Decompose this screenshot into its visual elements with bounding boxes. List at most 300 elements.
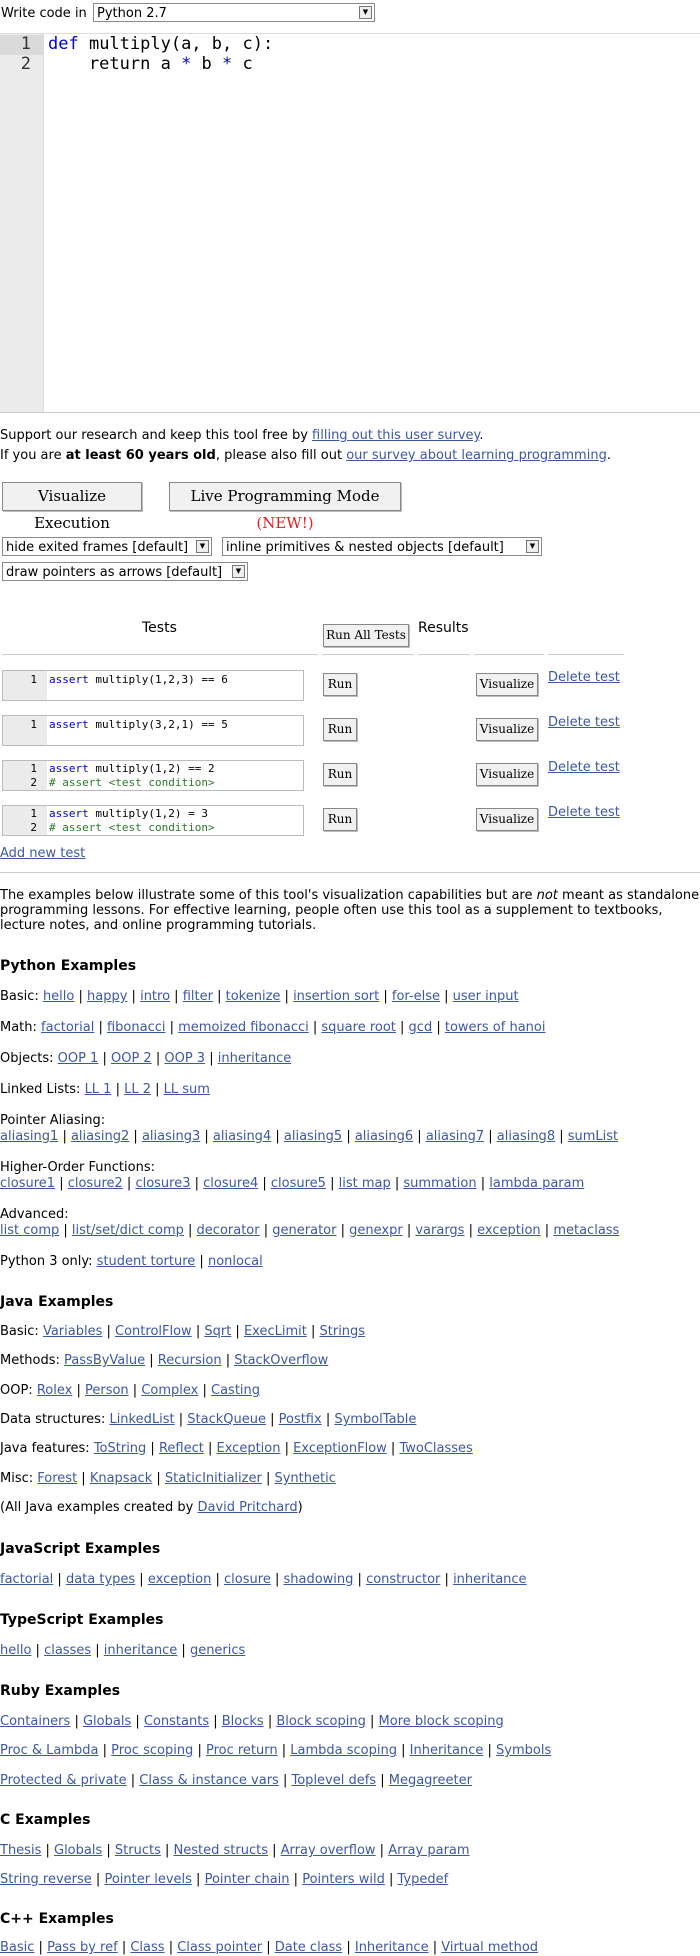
test-editor[interactable] xyxy=(2,715,304,746)
chevron-down-icon: ▼ xyxy=(232,565,245,578)
link-separator: | xyxy=(376,1773,389,1788)
keyword-assert: assert xyxy=(49,762,89,775)
example-link[interactable]: user input xyxy=(452,989,519,1004)
test-comment-line: # assert <test condition> xyxy=(49,776,215,789)
java-features-links xyxy=(94,1441,473,1456)
example-link[interactable]: Variables xyxy=(42,1324,103,1339)
example-link[interactable]: inheritance xyxy=(453,1572,527,1587)
example-link[interactable]: StackOverflow xyxy=(234,1353,329,1368)
divider xyxy=(474,654,544,655)
python-math-row xyxy=(0,1020,545,1035)
link-separator: | xyxy=(484,1129,497,1144)
typescript-links xyxy=(0,1643,245,1658)
visualize-execution-button[interactable] xyxy=(2,482,142,532)
example-link[interactable]: inheritance xyxy=(103,1643,178,1658)
tests-header: Tests xyxy=(142,620,177,636)
example-link[interactable]: Date class xyxy=(274,1940,343,1955)
support-text: , please also fill out xyxy=(215,448,347,463)
test-editor[interactable] xyxy=(2,805,304,836)
example-link[interactable]: aliasing8 xyxy=(496,1129,556,1144)
ruby-examples-title: Ruby Examples xyxy=(0,1683,121,1699)
example-link[interactable]: for-else xyxy=(391,989,441,1004)
link-separator: | xyxy=(270,1572,284,1587)
live-programming-button[interactable] xyxy=(169,482,401,532)
intro-emphasis: not xyxy=(536,888,558,903)
example-link[interactable]: factorial xyxy=(41,1020,95,1035)
java-misc-row xyxy=(0,1471,336,1486)
example-link[interactable]: Virtual method xyxy=(441,1940,539,1955)
example-link[interactable]: Lambda scoping xyxy=(290,1743,397,1758)
link-separator: | xyxy=(74,989,88,1004)
example-link[interactable]: aliasing6 xyxy=(354,1129,414,1144)
example-link[interactable]: tokenize xyxy=(225,989,281,1004)
example-link[interactable]: Thesis xyxy=(0,1843,42,1858)
example-link[interactable]: Protected & private xyxy=(0,1773,127,1788)
line-number: 1 xyxy=(30,807,37,820)
code-line-1 xyxy=(48,34,273,54)
line-number: 2 xyxy=(30,821,37,834)
example-link[interactable]: Proc & Lambda xyxy=(0,1743,99,1758)
example-link[interactable]: ExceptionFlow xyxy=(293,1441,387,1456)
code-line-2 xyxy=(48,54,253,74)
editor-gutter xyxy=(0,34,44,412)
link-separator: | xyxy=(440,1572,454,1587)
ruby-links xyxy=(0,1773,472,1788)
user-survey-link[interactable]: filling out this user survey xyxy=(312,428,480,443)
example-link[interactable]: StackQueue xyxy=(187,1412,266,1427)
example-link[interactable]: filter xyxy=(182,989,213,1004)
c-links xyxy=(0,1843,470,1858)
code-text: multiply(a, b, c): xyxy=(78,34,274,54)
example-link[interactable]: Block scoping xyxy=(276,1714,366,1729)
example-link[interactable]: memoized fibonacci xyxy=(178,1020,309,1035)
python-basic-row xyxy=(0,989,519,1004)
line-number: 2 xyxy=(20,54,31,74)
example-link[interactable]: Containers xyxy=(0,1714,71,1729)
example-link[interactable]: OOP 1 xyxy=(57,1051,99,1066)
link-separator: | xyxy=(265,1412,279,1427)
pointers-select[interactable] xyxy=(2,562,248,581)
add-new-test-link[interactable]: Add new test xyxy=(0,846,86,861)
python-objects-row xyxy=(0,1051,291,1066)
example-link[interactable]: aliasing4 xyxy=(212,1129,272,1144)
example-link[interactable]: metaclass xyxy=(553,1223,620,1238)
link-separator: | xyxy=(31,1643,45,1658)
example-link[interactable]: closure1 xyxy=(0,1176,56,1191)
link-separator: | xyxy=(397,1743,410,1758)
example-link[interactable]: Rolex xyxy=(36,1383,73,1398)
link-separator: | xyxy=(126,1773,140,1788)
example-link[interactable]: ControlFlow xyxy=(115,1324,192,1339)
java-features-row xyxy=(0,1441,473,1456)
divider xyxy=(322,654,414,655)
ruby-links xyxy=(0,1743,551,1758)
divider xyxy=(2,654,318,655)
link-separator: | xyxy=(353,1572,367,1587)
example-link[interactable]: exception xyxy=(477,1223,541,1238)
example-link[interactable]: aliasing5 xyxy=(283,1129,343,1144)
visualize-test-button[interactable] xyxy=(476,673,538,696)
example-link[interactable]: square root xyxy=(321,1020,396,1035)
line-number: 1 xyxy=(30,673,37,686)
example-link[interactable]: Globals xyxy=(82,1714,132,1729)
run-all-tests-button[interactable] xyxy=(323,624,409,647)
example-link[interactable]: Nested structs xyxy=(173,1843,268,1858)
example-link[interactable]: Structs xyxy=(114,1843,161,1858)
example-link[interactable]: LL sum xyxy=(163,1082,210,1097)
link-separator: | xyxy=(384,1872,398,1887)
link-separator: | xyxy=(259,1223,273,1238)
example-link[interactable]: Blocks xyxy=(221,1714,264,1729)
example-link[interactable]: OOP 3 xyxy=(164,1051,206,1066)
example-link[interactable]: hello xyxy=(0,1643,32,1658)
example-link[interactable]: towers of hanoi xyxy=(444,1020,546,1035)
example-link[interactable]: generics xyxy=(189,1643,246,1658)
support-text: Support our research and keep this tool free by xyxy=(0,428,313,443)
link-separator: | xyxy=(191,1324,205,1339)
example-link[interactable]: aliasing7 xyxy=(425,1129,485,1144)
example-link[interactable]: Toplevel defs xyxy=(291,1773,377,1788)
example-link[interactable]: aliasing2 xyxy=(70,1129,130,1144)
example-link[interactable]: Forest xyxy=(37,1471,78,1486)
link-separator: | xyxy=(336,1223,350,1238)
visualize-label: Visualize xyxy=(479,812,535,826)
example-link[interactable]: Exception xyxy=(216,1441,281,1456)
link-separator: | xyxy=(102,1324,116,1339)
example-link[interactable]: Synthetic xyxy=(274,1471,336,1486)
row-label: Basic: xyxy=(0,1324,43,1339)
delete-test-link[interactable]: Delete test xyxy=(548,760,620,775)
example-link[interactable]: Globals xyxy=(54,1843,103,1858)
link-separator: | xyxy=(191,1872,205,1887)
example-link[interactable]: Pointer levels xyxy=(104,1872,192,1887)
example-link[interactable]: LL 1 xyxy=(84,1082,112,1097)
link-separator: | xyxy=(205,1051,218,1066)
example-link[interactable]: Sqrt xyxy=(204,1324,232,1339)
link-separator: | xyxy=(390,1176,404,1191)
code-text: return a xyxy=(48,54,182,74)
visualize-label: Visualize xyxy=(479,677,535,691)
support-line-2 xyxy=(0,448,611,463)
test-editor[interactable] xyxy=(2,670,304,701)
link-separator: | xyxy=(555,1129,568,1144)
example-link[interactable]: Casting xyxy=(211,1383,261,1398)
link-separator: | xyxy=(91,1872,105,1887)
example-link[interactable]: Array param xyxy=(388,1843,470,1858)
link-separator: | xyxy=(151,1082,164,1097)
example-link[interactable]: Basic xyxy=(0,1940,35,1955)
example-link[interactable]: genexpr xyxy=(349,1223,403,1238)
row-label: Java features: xyxy=(0,1441,94,1456)
link-separator: | xyxy=(200,1129,213,1144)
row-label: Linked Lists: xyxy=(0,1082,85,1097)
example-link[interactable]: factorial xyxy=(0,1572,54,1587)
operator: * xyxy=(181,54,192,74)
example-link[interactable]: Knapsack xyxy=(89,1471,153,1486)
example-link[interactable]: list/set/dict comp xyxy=(71,1223,184,1238)
example-link[interactable]: Symbols xyxy=(496,1743,552,1758)
example-link[interactable]: Typedef xyxy=(397,1872,449,1887)
example-link[interactable]: varargs xyxy=(415,1223,465,1238)
python-objects-links xyxy=(58,1051,292,1066)
test-code: multiply(1,2) = 3 xyxy=(88,807,208,820)
example-link[interactable]: Strings xyxy=(319,1324,366,1339)
link-separator: | xyxy=(193,1743,206,1758)
delete-test-link[interactable]: Delete test xyxy=(548,715,620,730)
example-link[interactable]: list map xyxy=(338,1176,391,1191)
support-bold-text: at least 60 years old xyxy=(65,448,216,463)
example-link[interactable]: Pointers wild xyxy=(302,1872,385,1887)
example-link[interactable]: Class xyxy=(130,1940,165,1955)
python-hof-label: Higher-Order Functions: xyxy=(0,1160,155,1175)
run-test-button[interactable] xyxy=(323,718,357,741)
run-test-button[interactable] xyxy=(323,673,357,696)
link-separator: | xyxy=(321,1412,335,1427)
link-separator: | xyxy=(211,1572,225,1587)
link-separator: | xyxy=(111,1082,125,1097)
divider xyxy=(548,654,624,655)
example-link[interactable]: Postfix xyxy=(278,1412,322,1427)
example-link[interactable]: More block scoping xyxy=(378,1714,504,1729)
example-link[interactable]: Class & instance vars xyxy=(139,1773,279,1788)
link-separator: | xyxy=(413,1129,426,1144)
example-link[interactable]: Complex xyxy=(141,1383,199,1398)
example-link[interactable]: Inheritance xyxy=(354,1940,429,1955)
example-link[interactable]: closure2 xyxy=(67,1176,123,1191)
example-link[interactable]: summation xyxy=(403,1176,477,1191)
row-label: Misc: xyxy=(0,1471,38,1486)
link-separator: | xyxy=(70,1714,83,1729)
javascript-examples-title: JavaScript Examples xyxy=(0,1541,161,1557)
ruby-links xyxy=(0,1714,504,1729)
test-code: multiply(3,2,1) == 5 xyxy=(88,718,228,731)
pointers-select-value: draw pointers as arrows [default] xyxy=(6,565,223,580)
visualize-test-button[interactable] xyxy=(476,808,538,831)
chevron-down-icon: ▼ xyxy=(196,540,209,553)
link-separator: | xyxy=(117,1940,131,1955)
link-separator: | xyxy=(395,1020,409,1035)
test-code-line xyxy=(49,762,215,775)
visualize-execution-label: Visualize Execution xyxy=(34,487,110,532)
example-link[interactable]: insertion sort xyxy=(293,989,380,1004)
link-separator: | xyxy=(432,1020,445,1035)
example-link[interactable]: Array overflow xyxy=(280,1843,376,1858)
example-link[interactable]: Person xyxy=(84,1383,129,1398)
david-pritchard-link[interactable]: David Pritchard xyxy=(197,1500,298,1515)
java-ds-links xyxy=(109,1412,416,1427)
link-separator: | xyxy=(267,1843,281,1858)
example-link[interactable]: ToString xyxy=(93,1441,147,1456)
link-separator: | xyxy=(58,1129,71,1144)
link-separator: | xyxy=(91,1643,104,1658)
example-link[interactable]: ExecLimit xyxy=(243,1324,307,1339)
chevron-down-icon: ▼ xyxy=(359,6,372,19)
link-separator: | xyxy=(98,1051,111,1066)
link-separator: | xyxy=(289,1872,303,1887)
link-separator: | xyxy=(212,989,226,1004)
link-separator: | xyxy=(258,1176,271,1191)
link-separator: | xyxy=(428,1940,442,1955)
link-separator: | xyxy=(151,1051,165,1066)
link-separator: | xyxy=(464,1223,478,1238)
example-link[interactable]: Pass by ref xyxy=(47,1940,118,1955)
example-link[interactable]: aliasing1 xyxy=(0,1129,59,1144)
intro-text: meant as standalone xyxy=(557,888,700,903)
example-link[interactable]: data types xyxy=(65,1572,136,1587)
java-credit xyxy=(0,1500,303,1515)
frames-select[interactable] xyxy=(2,537,212,556)
java-examples-title: Java Examples xyxy=(0,1294,114,1310)
example-link[interactable]: lambda param xyxy=(489,1176,585,1191)
line-number: 1 xyxy=(30,718,37,731)
python-linked-row xyxy=(0,1082,210,1097)
link-separator: | xyxy=(122,1176,136,1191)
run-all-tests-label: Run All Tests xyxy=(326,628,406,642)
ruby-row-1 xyxy=(0,1714,504,1729)
example-link[interactable]: constructor xyxy=(366,1572,441,1587)
example-link[interactable]: Recursion xyxy=(157,1353,222,1368)
example-link[interactable]: sumList xyxy=(567,1129,619,1144)
link-separator: | xyxy=(402,1223,416,1238)
example-link[interactable]: happy xyxy=(87,989,128,1004)
example-link[interactable]: Class pointer xyxy=(177,1940,263,1955)
run-label: Run xyxy=(327,767,353,781)
link-separator: | xyxy=(177,1643,190,1658)
python-advanced-row xyxy=(0,1223,619,1238)
write-code-label: Write code in xyxy=(1,6,87,21)
example-link[interactable]: Proc scoping xyxy=(111,1743,194,1758)
example-link[interactable]: Constants xyxy=(143,1714,210,1729)
example-link[interactable]: Inheritance xyxy=(409,1743,484,1758)
python-hof-row xyxy=(0,1176,584,1191)
c-row-1 xyxy=(0,1843,470,1858)
delete-test-link[interactable]: Delete test xyxy=(548,805,620,820)
python-basic-links xyxy=(43,989,519,1004)
example-link[interactable]: Proc return xyxy=(205,1743,278,1758)
visualize-test-button[interactable] xyxy=(476,718,538,741)
link-separator: | xyxy=(102,1843,115,1858)
example-link[interactable]: student torture xyxy=(96,1254,196,1269)
example-link[interactable]: LinkedList xyxy=(109,1412,175,1427)
link-separator: | xyxy=(34,1940,48,1955)
link-separator: | xyxy=(271,1129,284,1144)
link-separator: | xyxy=(365,1714,379,1729)
example-link[interactable]: classes xyxy=(44,1643,92,1658)
example-link[interactable]: TwoClasses xyxy=(399,1441,473,1456)
row-label: OOP: xyxy=(0,1383,37,1398)
link-separator: | xyxy=(152,1471,165,1486)
link-separator: | xyxy=(476,1176,490,1191)
primitives-select[interactable] xyxy=(222,537,542,556)
java-basic-links xyxy=(43,1324,365,1339)
link-separator: | xyxy=(145,1353,158,1368)
example-link[interactable]: nonlocal xyxy=(207,1254,263,1269)
example-link[interactable]: aliasing3 xyxy=(141,1129,201,1144)
python-linked-links xyxy=(85,1082,210,1097)
keyword-def: def xyxy=(48,34,79,54)
top-bar xyxy=(0,0,700,26)
link-separator: | xyxy=(131,1714,144,1729)
link-separator: | xyxy=(160,1843,174,1858)
example-link[interactable]: Reflect xyxy=(158,1441,204,1456)
link-separator: | xyxy=(440,989,453,1004)
example-link[interactable]: OOP 2 xyxy=(111,1051,152,1066)
code-editor[interactable] xyxy=(0,33,700,413)
example-link[interactable]: LL 2 xyxy=(124,1082,151,1097)
credit-text: ) xyxy=(297,1500,303,1515)
example-link[interactable]: closure5 xyxy=(270,1176,326,1191)
example-link[interactable]: intro xyxy=(140,989,171,1004)
run-test-button[interactable] xyxy=(323,808,357,831)
credit-text: (All Java examples created by xyxy=(0,1500,198,1515)
row-label: Basic: xyxy=(0,989,43,1004)
link-separator: | xyxy=(174,1412,188,1427)
link-separator: | xyxy=(280,1441,294,1456)
delete-test-link[interactable]: Delete test xyxy=(548,670,620,685)
example-link[interactable]: shadowing xyxy=(283,1572,354,1587)
example-link[interactable]: SymbolTable xyxy=(334,1412,417,1427)
link-separator: | xyxy=(209,1714,222,1729)
python-aliasing-row xyxy=(0,1129,618,1144)
link-separator: | xyxy=(483,1743,497,1758)
example-link[interactable]: Pointer chain xyxy=(204,1872,290,1887)
example-link[interactable]: PassByValue xyxy=(64,1353,146,1368)
link-separator: | xyxy=(59,1223,72,1238)
test-code: multiply(1,2) == 2 xyxy=(88,762,215,775)
example-link[interactable]: gcd xyxy=(408,1020,433,1035)
example-link[interactable]: list comp xyxy=(0,1223,60,1238)
javascript-row xyxy=(0,1572,527,1587)
example-link[interactable]: generator xyxy=(272,1223,337,1238)
test-code-line xyxy=(49,673,228,686)
example-link[interactable]: exception xyxy=(147,1572,212,1587)
link-separator: | xyxy=(128,1383,142,1398)
intro-line-3: lecture notes, and online programming tutorials. xyxy=(0,918,317,933)
learning-survey-link[interactable]: our survey about learning programming xyxy=(346,448,607,463)
example-link[interactable]: decorator xyxy=(196,1223,260,1238)
example-link[interactable]: String reverse xyxy=(0,1872,92,1887)
example-link[interactable]: fibonacci xyxy=(106,1020,166,1035)
example-link[interactable]: closure xyxy=(224,1572,271,1587)
visualize-test-button[interactable] xyxy=(476,763,538,786)
c-examples-title: C Examples xyxy=(0,1812,91,1828)
test-editor[interactable] xyxy=(2,760,304,791)
example-link[interactable]: StaticInitializer xyxy=(164,1471,262,1486)
row-label: Python 3 only: xyxy=(0,1254,97,1269)
link-separator: | xyxy=(55,1176,68,1191)
row-label: Methods: xyxy=(0,1353,65,1368)
example-link[interactable]: Megagreeter xyxy=(388,1773,472,1788)
support-text: . xyxy=(479,428,484,443)
language-select[interactable] xyxy=(93,3,375,22)
python-math-links xyxy=(41,1020,545,1035)
keyword-assert: assert xyxy=(49,673,89,686)
operator: * xyxy=(222,54,233,74)
link-separator: | xyxy=(195,1254,208,1269)
example-link[interactable]: inheritance xyxy=(217,1051,292,1066)
keyword-assert: assert xyxy=(49,807,89,820)
row-label: Math: xyxy=(0,1020,42,1035)
example-link[interactable]: closure3 xyxy=(135,1176,191,1191)
visualize-label: Visualize xyxy=(479,767,535,781)
intro-line-2: programming lessons. For effective learning, people often use this tool as a supplement to textbooks, xyxy=(0,903,663,918)
example-link[interactable]: hello xyxy=(42,989,75,1004)
example-link[interactable]: closure4 xyxy=(203,1176,259,1191)
primitives-select-value: inline primitives & nested objects [default] xyxy=(226,540,504,555)
chevron-down-icon: ▼ xyxy=(526,540,539,553)
run-test-button[interactable] xyxy=(323,763,357,786)
link-separator: | xyxy=(98,1743,112,1758)
